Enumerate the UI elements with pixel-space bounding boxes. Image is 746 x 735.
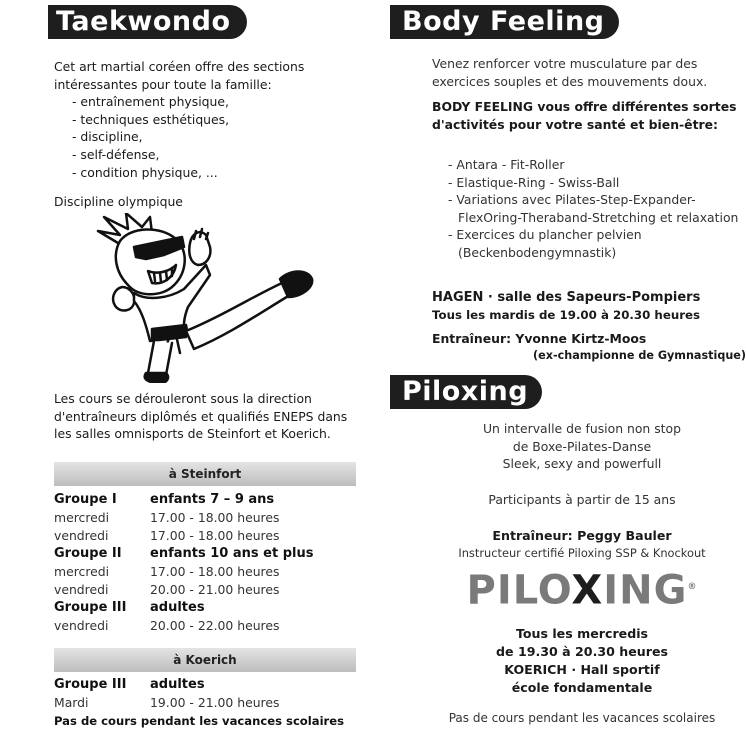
venue-location: HAGEN · salle des Sapeurs-Pompiers [432,290,701,305]
list-item: - Antara - Fit-Roller [448,156,746,174]
piloxing-logo [432,565,732,612]
piloxing-description [432,420,732,473]
list-item: - discipline, [72,128,354,146]
day: vendredi [54,528,109,543]
day: vendredi [54,582,109,597]
logo-part: X [571,567,604,614]
group-audience: enfants 7 – 9 ans [150,492,275,507]
day: mercredi [54,510,110,525]
group-audience: adultes [150,600,205,615]
list-item: - Variations avec Pilates-Step-Expander-FlexOring-Theraband-Stretching et relaxation [448,191,746,226]
piloxing-title: Piloxing [390,375,542,409]
table-row [54,491,359,509]
schedule-koerich [54,676,359,730]
list-item: - Exercices du plancher pelvien (Beckenbodengymnastik) [448,226,746,261]
group-audience: adultes [150,677,205,692]
desc-line: de Boxe-Pilates-Danse [512,438,652,454]
body-feeling-activities-list [448,156,746,262]
olympic-discipline: Discipline olympique [54,194,183,209]
table-row [54,694,359,712]
day: vendredi [54,618,109,633]
table-row [54,563,359,581]
table-row [54,599,359,617]
piloxing-section [390,375,542,409]
taekwondo-title: Taekwondo [48,5,247,39]
group-name: Groupe III [54,600,127,615]
time: 19.00 - 21.00 heures [150,695,280,710]
time: 20.00 - 21.00 heures [150,582,280,597]
group-name: Groupe III [54,677,127,692]
body-feeling-section [390,5,619,39]
desc-line: Un intervalle de fusion non stop [482,421,681,436]
schedule-line: Tous les mercredis [515,626,649,641]
table-row [54,617,359,635]
group-name: Groupe II [54,546,122,561]
table-row [54,676,359,694]
logo-part: PILO [466,567,572,614]
time: 17.00 - 18.00 heures [150,528,280,543]
logo-part: ING [603,567,688,614]
taekwondo-intro: Cet art martial coréen offre des sections intéressantes pour toute la famille: [54,59,305,92]
taekwondo-benefits-list [72,93,354,181]
list-item: - self-défense, [72,146,354,164]
trainer-note: (ex-championne de Gymnastique) [533,348,746,362]
no-courses-notice: Pas de cours pendant les vacances scolaires [54,714,345,728]
table-row [54,581,359,599]
table-row [54,712,359,730]
group-name: Groupe I [54,492,117,507]
list-item: - condition physique, ... [72,164,354,182]
venue-line: KOERICH · Hall sportif [504,661,660,677]
schedule-steinfort [54,491,359,635]
time: 20.00 - 22.00 heures [150,618,280,633]
table-row [54,527,359,545]
location-header-steinfort: à Steinfort [54,462,356,486]
time: 17.00 - 18.00 heures [150,564,280,579]
piloxing-schedule [432,625,732,697]
table-row [54,545,359,563]
body-feeling-offer: BODY FEELING vous offre différentes sortes d'activités pour votre santé et bien-être: [432,99,737,132]
taekwondo-kicker-illustration [90,213,320,383]
table-row [54,509,359,527]
no-courses-notice: Pas de cours pendant les vacances scolaires [448,711,716,725]
body-feeling-intro: Venez renforcer votre musculature par des exercices souples et des mouvements doux. [432,56,708,89]
body-feeling-title: Body Feeling [390,5,619,39]
body-feeling-trainer [432,330,746,364]
piloxing-participants: Participants à partir de 15 ans [488,492,676,507]
trainer-note: Instructeur certifié Piloxing SSP & Knockout [458,545,706,560]
venue-schedule: Tous les mardis de 19.00 à 20.30 heures [432,308,701,323]
day: mercredi [54,564,110,579]
list-item: - Elastique-Ring - Swiss-Ball [448,174,746,192]
trainer-name: Entraîneur: Yvonne Kirtz-Moos [432,331,647,346]
location-header-koerich: à Koerich [54,648,356,672]
time: 17.00 - 18.00 heures [150,510,280,525]
desc-line: Sleek, sexy and powerfull [502,456,662,472]
registered-mark: ® [687,582,698,592]
group-audience: enfants 10 ans et plus [150,546,314,561]
list-item: - techniques esthétiques, [72,111,354,129]
taekwondo-intro-block [54,58,354,181]
piloxing-trainer [432,527,732,561]
list-item: - entraînement physique, [72,93,354,111]
body-feeling-venue [432,289,746,324]
taekwondo-courses-info: Les cours se dérouleront sous la direction d'entraîneurs diplômés et qualifiés ENEPS dans les salles omnisports de Steinfort et Koerich. [54,391,348,442]
venue-line: école fondamentale [511,679,653,695]
day: Mardi [54,695,89,710]
trainer-name: Entraîneur: Peggy Bauler [492,528,672,543]
schedule-line: de 19.30 à 20.30 heures [496,643,668,659]
